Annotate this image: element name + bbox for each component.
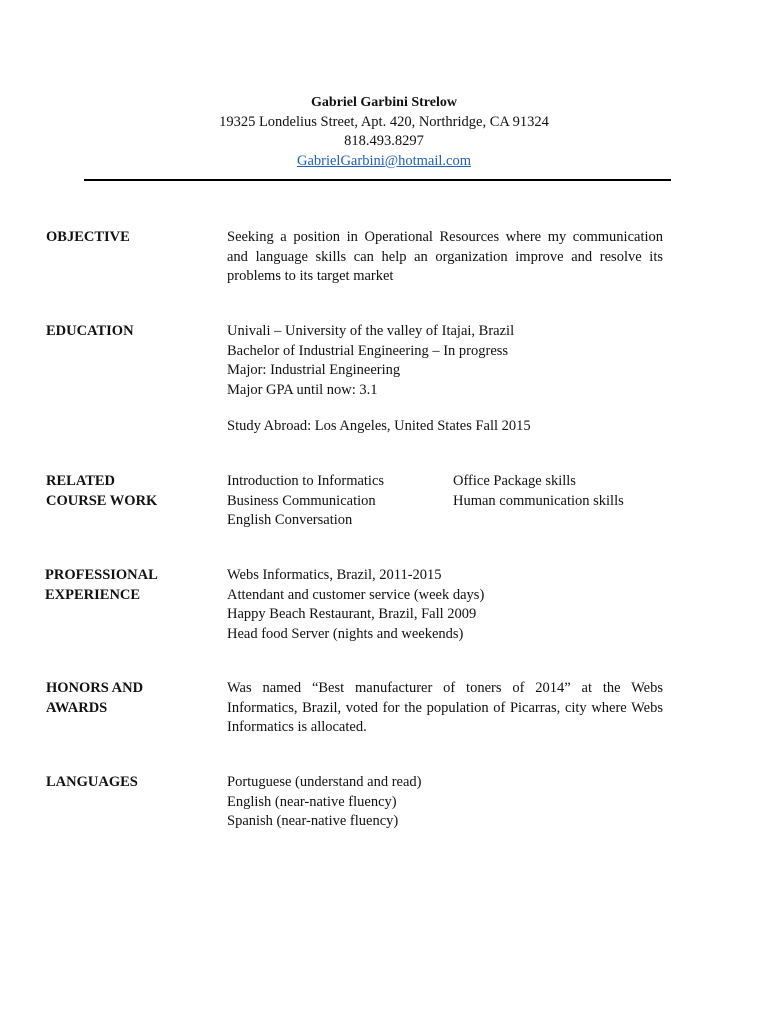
education-line: Bachelor of Industrial Engineering – In progress xyxy=(227,342,509,359)
address: 19325 Londelius Street, Apt. 420, Northridge, CA 91324 xyxy=(219,113,549,130)
course-item: English Conversation xyxy=(227,512,353,528)
coursework-heading: RELATED COURSE WORK xyxy=(46,473,158,509)
education-line: Univali – University of the valley of Itajai, Brazil xyxy=(227,323,515,339)
experience-heading: PROFESSIONAL EXPERIENCE xyxy=(45,567,158,603)
languages-heading: LANGUAGES xyxy=(46,774,138,790)
study-abroad-line: Study Abroad: Los Angeles, United States Fall 2015 xyxy=(227,418,531,434)
experience-line: Head food Server (nights and weekends) xyxy=(227,625,464,642)
education-line: Major: Industrial Engineering xyxy=(227,362,401,378)
education-line: Major GPA until now: 3.1 xyxy=(227,381,378,398)
honors-heading: HONORS AND AWARDS xyxy=(46,680,144,716)
course-item: Business Communication xyxy=(227,492,376,509)
course-item: Introduction to Informatics xyxy=(227,473,385,489)
candidate-name: Gabriel Garbini Strelow xyxy=(311,95,457,110)
course-item: Human communication skills xyxy=(453,492,624,509)
objective-text: Seeking a position in Operational Resources where my communication and language skills can help an organization improve and resolve its problems to its target market xyxy=(227,229,663,284)
phone-number: 818.493.8297 xyxy=(344,133,424,149)
language-item: Spanish (near-native fluency) xyxy=(227,813,399,829)
language-item: Portuguese (understand and read) xyxy=(227,774,422,790)
experience-line: Happy Beach Restaurant, Brazil, Fall 2009 xyxy=(227,606,477,622)
coursework-column-2 xyxy=(453,472,693,511)
experience-line: Webs Informatics, Brazil, 2011-2015 xyxy=(227,567,442,583)
email-link[interactable]: GabrielGarbini@hotmail.com xyxy=(296,152,471,169)
language-item: English (near-native fluency) xyxy=(227,793,397,810)
honors-text: Was named “Best manufacturer of toners of 2014” at the Webs Informatics, Brazil, voted for the population of Picarras, city where Webs Informatics is allocated. xyxy=(227,680,663,735)
course-item: Office Package skills xyxy=(453,473,576,489)
experience-line: Attendant and customer service (week days) xyxy=(227,586,485,603)
resume-header xyxy=(0,93,768,171)
header-divider xyxy=(84,179,671,181)
education-heading: EDUCATION xyxy=(46,323,134,339)
objective-heading: OBJECTIVE xyxy=(46,229,130,245)
